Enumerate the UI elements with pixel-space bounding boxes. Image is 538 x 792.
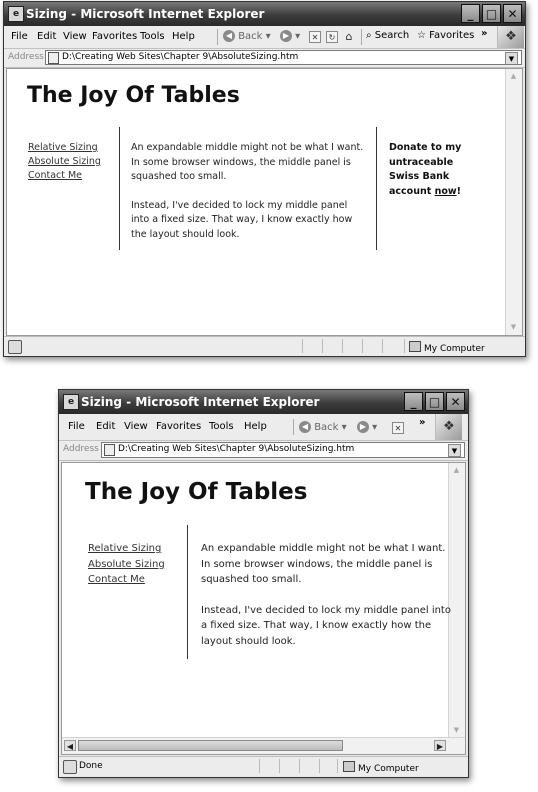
toolbar-chevron-icon[interactable]: »: [481, 28, 488, 39]
page-icon: [48, 52, 59, 64]
page-icon: [104, 444, 115, 456]
scroll-down-icon[interactable]: ▼: [453, 726, 460, 734]
menu-file[interactable]: File: [11, 31, 28, 42]
window-title: Sizing - Microsoft Internet Explorer: [26, 7, 265, 21]
menu-favorites[interactable]: Favorites: [92, 31, 138, 42]
zone-label: My Computer: [424, 344, 485, 354]
donate-now-link[interactable]: now: [434, 185, 457, 197]
address-dropdown-icon[interactable]: ▼: [505, 52, 518, 65]
ie-page-icon: e: [63, 394, 79, 410]
middle-paragraph-2: Instead, I've decided to lock my middle panel into a fixed size. That way, I know exactly how the layout should look.: [201, 604, 451, 647]
toolbar-separator: [217, 29, 218, 45]
middle-panel: [131, 141, 367, 242]
horizontal-scrollbar[interactable]: [62, 737, 465, 754]
star-icon: ☆: [417, 30, 426, 41]
page-heading: The Joy Of Tables: [85, 479, 308, 505]
address-label: Address: [8, 52, 44, 62]
status-divider: [279, 759, 280, 773]
toolbar-separator: [361, 29, 362, 45]
scroll-down-icon[interactable]: ▼: [510, 323, 517, 331]
maximize-button[interactable]: □: [425, 392, 444, 411]
address-bar: [59, 441, 468, 461]
close-button[interactable]: ✕: [446, 392, 465, 411]
address-dropdown-icon[interactable]: ▼: [448, 444, 461, 457]
menu-bar: [4, 26, 525, 49]
address-value: D:\Creating Web Sites\Chapter 9\AbsoluteSizing.htm: [118, 444, 355, 454]
nav-link-contact-me[interactable]: Contact Me: [88, 574, 145, 585]
page-viewport: [61, 462, 466, 755]
nav-link-absolute-sizing[interactable]: Absolute Sizing: [28, 156, 101, 167]
ie-page-icon: e: [8, 6, 24, 22]
back-arrow-icon: ◀: [299, 421, 311, 433]
nav-link-relative-sizing[interactable]: Relative Sizing: [28, 142, 98, 153]
refresh-icon[interactable]: ↻: [326, 31, 338, 43]
menu-view[interactable]: View: [63, 31, 87, 42]
forward-arrow-icon: ▶: [357, 421, 369, 433]
address-input[interactable]: [45, 50, 522, 65]
menu-bar: [59, 414, 468, 441]
status-divider: [362, 339, 363, 353]
middle-panel: [201, 541, 453, 661]
back-button[interactable]: ◀ Back ▾: [223, 30, 271, 42]
close-button[interactable]: ✕: [503, 4, 522, 23]
nav-links: [88, 541, 165, 588]
search-label: Search: [374, 30, 410, 41]
scroll-up-icon[interactable]: ▲: [453, 466, 460, 474]
stop-icon[interactable]: ✕: [392, 422, 404, 434]
home-icon[interactable]: ⌂: [345, 30, 353, 43]
favorites-button[interactable]: [417, 30, 474, 41]
toolbar-separator: [293, 419, 294, 435]
status-page-icon: [8, 340, 22, 354]
menu-tools[interactable]: Tools: [140, 31, 165, 42]
windows-logo-icon: ❖: [497, 26, 524, 48]
vertical-scrollbar[interactable]: [505, 69, 522, 335]
middle-paragraph-2: Instead, I've decided to lock my middle panel into a fixed size. That way, I know exactly how the layout should look.: [131, 199, 353, 240]
status-divider: [382, 339, 383, 353]
address-label: Address: [63, 444, 99, 454]
status-done: Done: [79, 761, 103, 771]
nav-links: [28, 141, 101, 183]
status-divider: [319, 759, 320, 773]
menu-edit[interactable]: Edit: [96, 421, 116, 432]
computer-icon: [343, 761, 355, 772]
scroll-up-icon[interactable]: ▲: [510, 72, 517, 80]
computer-icon: [409, 341, 421, 352]
forward-button[interactable]: ▶ ▾: [357, 421, 377, 433]
scroll-left-icon[interactable]: ◀: [64, 740, 76, 751]
forward-arrow-icon: ▶: [280, 30, 292, 42]
menu-help[interactable]: Help: [172, 31, 195, 42]
back-button[interactable]: ◀ Back ▾: [299, 421, 347, 433]
horizontal-scroll-thumb[interactable]: [78, 740, 343, 751]
address-bar: [4, 49, 525, 68]
page-viewport: [6, 68, 523, 336]
back-label: Back: [238, 31, 263, 42]
status-divider: [342, 339, 343, 353]
scroll-right-icon[interactable]: ▶: [434, 740, 446, 751]
forward-button[interactable]: ▶ ▾: [280, 30, 300, 42]
windows-logo-icon: ❖: [435, 414, 462, 440]
menu-favorites[interactable]: Favorites: [156, 421, 202, 432]
donate-exclamation: !: [456, 185, 461, 197]
menu-tools[interactable]: Tools: [209, 421, 234, 432]
nav-link-absolute-sizing[interactable]: Absolute Sizing: [88, 558, 165, 570]
panel-divider-left: [119, 127, 120, 250]
browser-window-wide: [3, 1, 526, 357]
page-heading: The Joy Of Tables: [27, 83, 240, 108]
nav-link-relative-sizing[interactable]: Relative Sizing: [88, 543, 162, 554]
nav-link-contact-me[interactable]: Contact Me: [28, 170, 83, 181]
menu-view[interactable]: View: [124, 421, 148, 432]
minimize-button[interactable]: _: [404, 392, 423, 411]
status-divider: [259, 759, 260, 773]
title-bar[interactable]: [59, 390, 468, 414]
status-divider: [302, 339, 303, 353]
menu-help[interactable]: Help: [244, 421, 267, 432]
security-zone: [409, 341, 485, 354]
middle-paragraph-1: An expandable middle might not be what I want. In some browser windows, the middle panel is squashed too small.: [131, 142, 364, 182]
back-arrow-icon: ◀: [223, 30, 235, 42]
zone-label: My Computer: [358, 764, 419, 774]
panel-divider-left: [187, 525, 188, 659]
minimize-button[interactable]: _: [461, 4, 480, 23]
middle-paragraph-1: An expandable middle might not be what I want. In some browser windows, the middle panel is squashed too small.: [201, 543, 446, 585]
back-label: Back: [314, 422, 339, 433]
browser-window-narrow: [58, 389, 469, 778]
address-value: D:\Creating Web Sites\Chapter 9\AbsoluteSizing.htm: [62, 52, 299, 62]
title-bar[interactable]: [4, 2, 525, 26]
address-input[interactable]: [101, 442, 465, 458]
status-divider: [299, 759, 300, 773]
status-page-icon: [63, 760, 77, 774]
toolbar-chevron-icon[interactable]: »: [419, 417, 426, 428]
status-divider: [322, 339, 323, 353]
donate-panel: [389, 141, 467, 199]
security-zone: [343, 761, 419, 774]
panel-divider-right: [376, 127, 377, 250]
window-title: Sizing - Microsoft Internet Explorer: [81, 395, 320, 409]
search-icon: ⌕: [366, 30, 372, 41]
favorites-label: Favorites: [429, 30, 475, 41]
status-bar: [4, 336, 525, 356]
status-divider: [337, 759, 338, 773]
search-button[interactable]: [366, 30, 409, 41]
menu-edit[interactable]: Edit: [37, 31, 57, 42]
status-divider: [404, 339, 405, 353]
donate-text: Donate to my untraceable Swiss Bank account: [389, 142, 462, 197]
maximize-button[interactable]: □: [482, 4, 501, 23]
menu-file[interactable]: File: [68, 421, 85, 432]
stop-icon[interactable]: ✕: [309, 31, 321, 43]
status-bar: [59, 756, 468, 776]
